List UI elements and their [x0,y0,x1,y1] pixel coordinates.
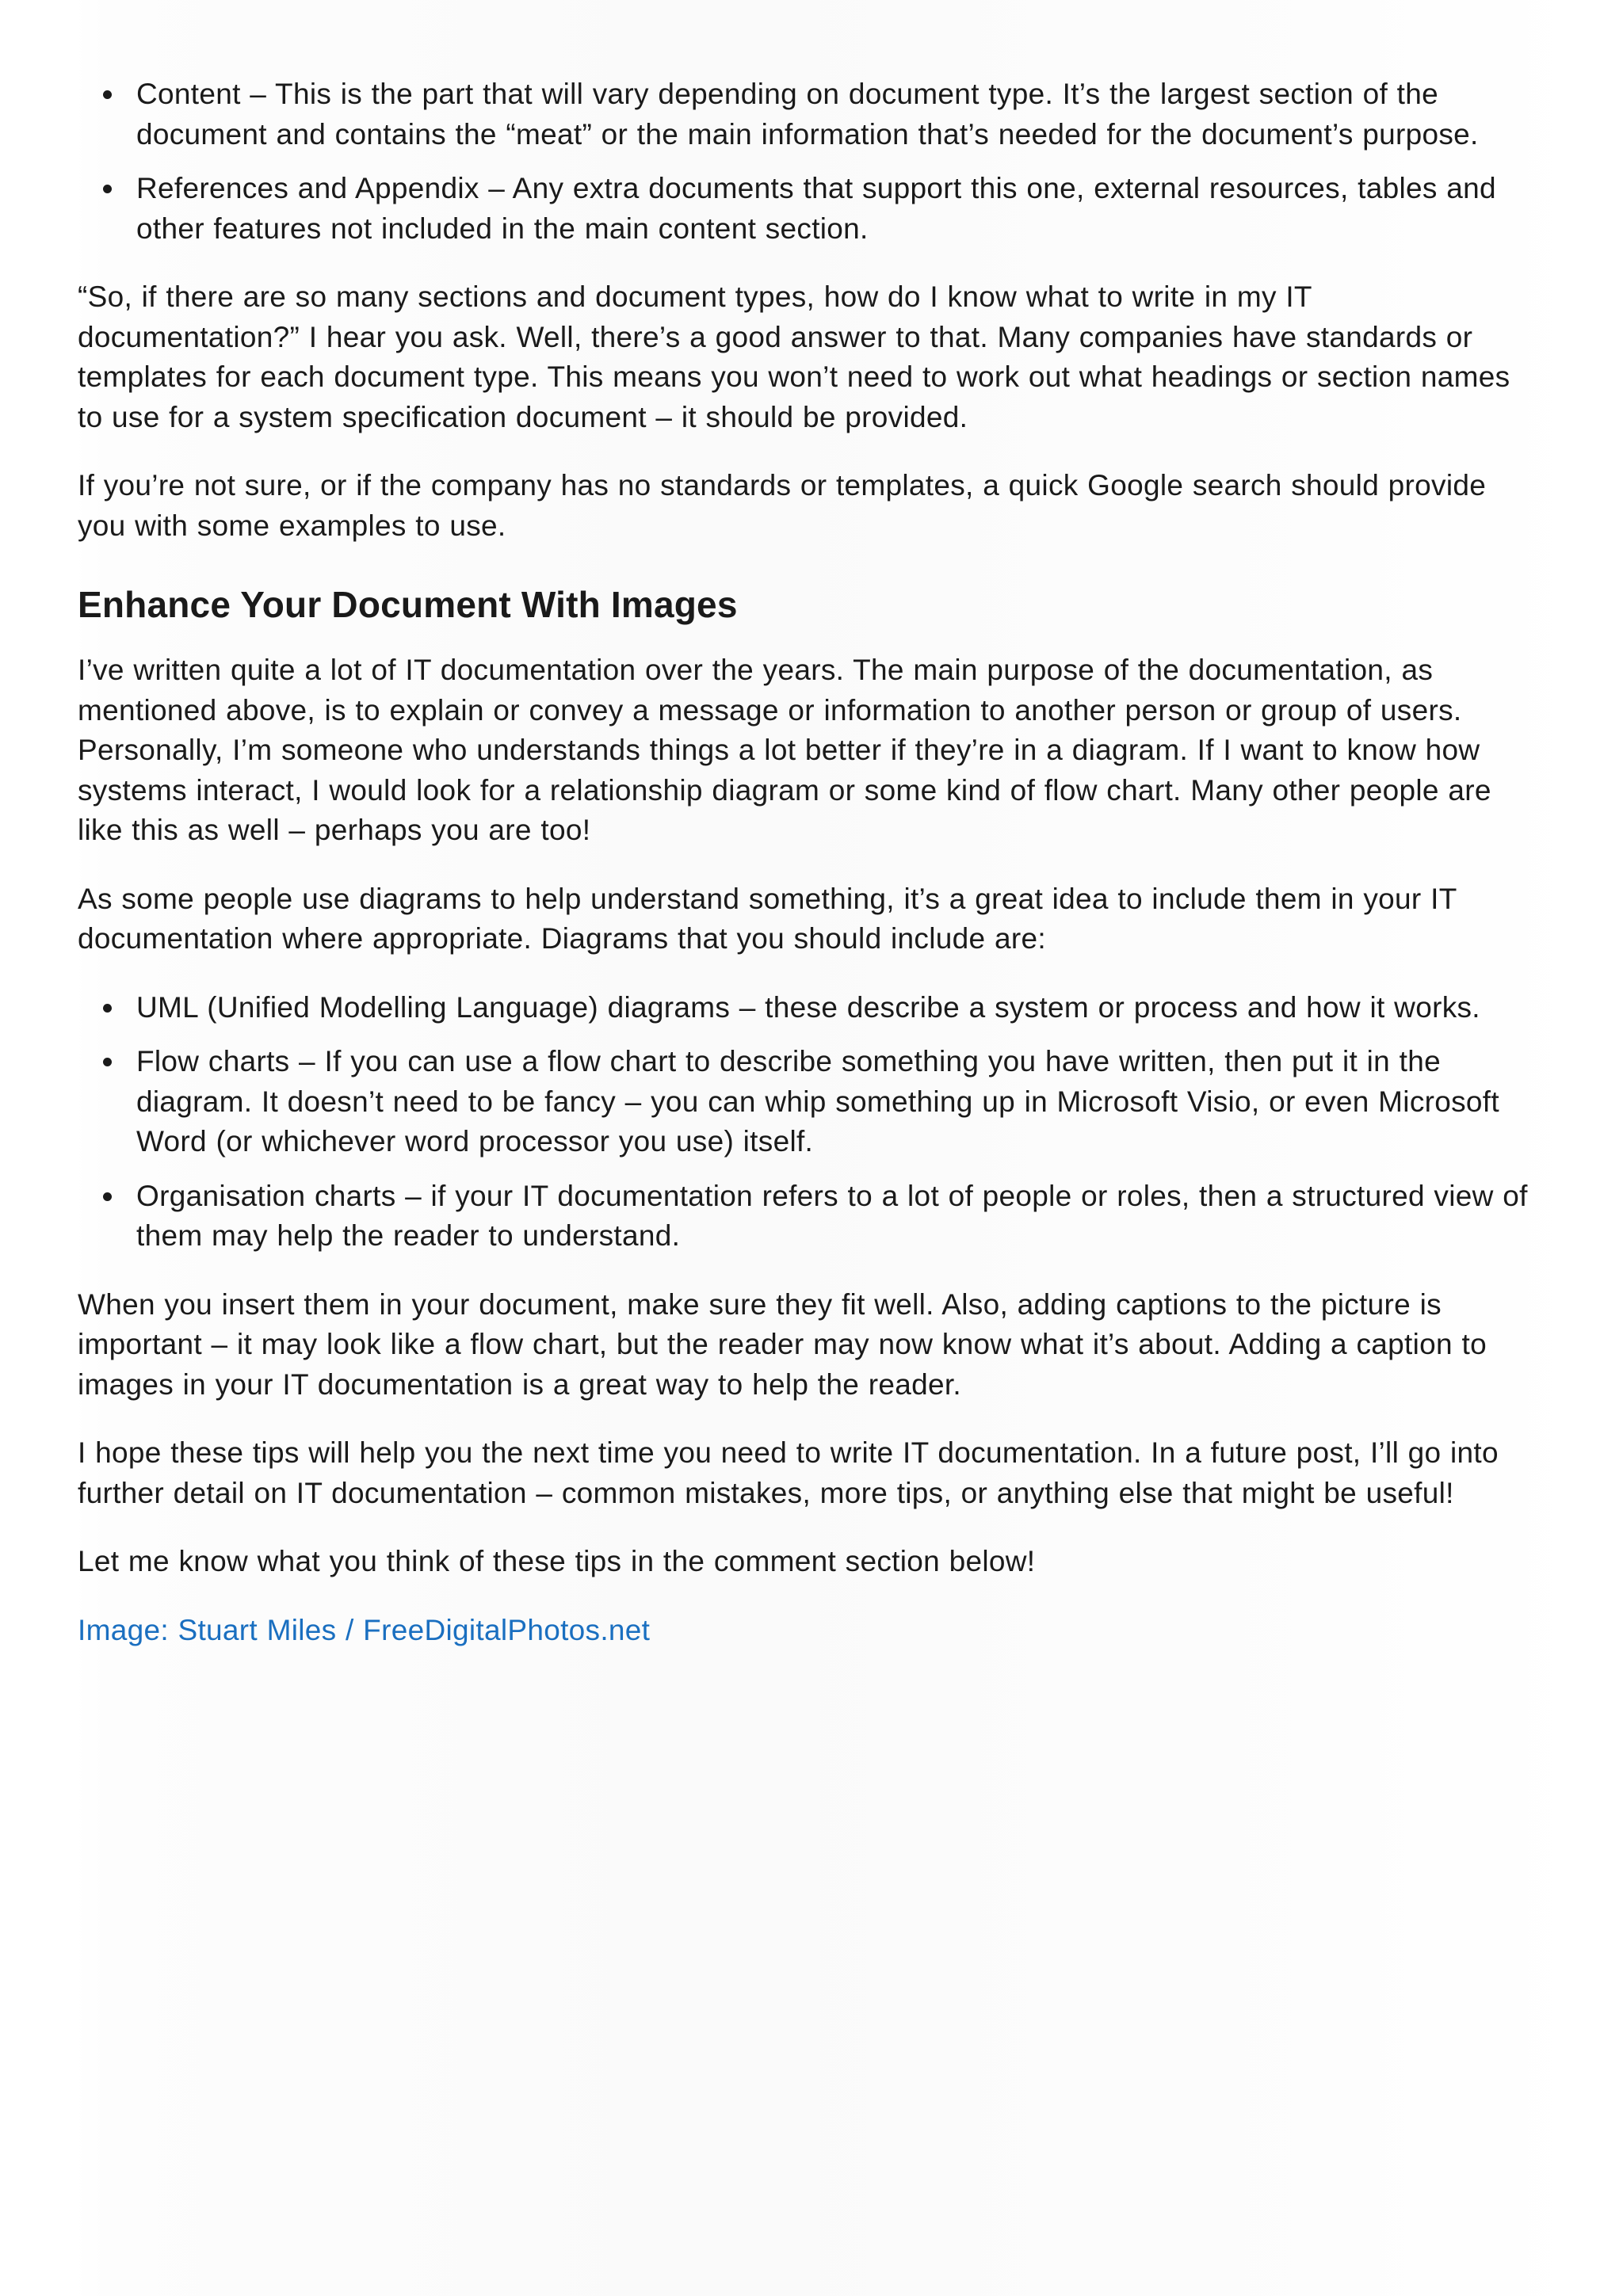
image-credit-link[interactable]: Image: Stuart Miles / FreeDigitalPhotos.net [78,1613,651,1646]
section-heading: Enhance Your Document With Images [78,584,738,625]
list-item [136,1177,1536,1257]
list-item [136,74,1536,154]
paragraph: I’ve written quite a lot of IT documentation over the years. The main purpose of the documentation, as mentioned above, is to explain or convey a message or information to another person or group of users. Personally, I’m someone who understands things a lot better if they’re in a diagram. If I want to know how systems interact, I would look for a relationship diagram or some kind of flow chart. Many other people are like this as well – perhaps you are too! [78,654,1491,846]
article-body [78,74,1536,1650]
list-item [136,169,1536,249]
diagram-list [78,988,1536,1257]
paragraph: I hope these tips will help you the next time you need to write IT documentation. In a future post, I’ll go into further detail on IT documentation – common mistakes, more tips, or anything else that might be useful! [78,1436,1499,1509]
bullet-icon [103,1004,112,1013]
list-item-text: Content – This is the part that will vary depending on document type. It’s the largest section of the document and contains the “meat” or the main information that’s needed for the document’s purpose. [136,78,1479,151]
image-credit-line [78,1611,1536,1651]
bullet-icon [103,1058,112,1066]
paragraph: If you’re not sure, or if the company has no standards or templates, a quick Google search should provide you with some examples to use. [78,469,1487,542]
list-item-text: Organisation charts – if your IT documentation refers to a lot of people or roles, then a structured view of them may help the reader to understand. [136,1179,1528,1252]
section-list [78,74,1536,249]
list-item [136,1042,1536,1162]
paragraph: Let me know what you think of these tips in the comment section below! [78,1545,1036,1577]
bullet-icon [103,185,112,193]
list-item [136,988,1536,1028]
paragraph: As some people use diagrams to help understand something, it’s a great idea to include them in your IT documentation where appropriate. Diagrams that you should include are: [78,882,1457,955]
list-item-text: UML (Unified Modelling Language) diagrams – these describe a system or process and how it works. [136,990,1480,1024]
paragraph: “So, if there are so many sections and document types, how do I know what to write in my IT documentation?” I hear you ask. Well, there’s a good answer to that. Many companies have standards or templates for each document type. This means you won’t need to work out what headings or section names to use for a system specification document – it should be provided. [78,280,1510,433]
bullet-icon [103,90,112,99]
paragraph: When you insert them in your document, make sure they fit well. Also, adding captions to the picture is important – it may look like a flow chart, but the reader may now know what it’s about. Adding a caption to images in your IT documentation is a great way to help the reader. [78,1287,1487,1401]
list-item-text: Flow charts – If you can use a flow chart to describe something you have written, then put it in the diagram. It doesn’t need to be fancy – you can whip something up in Microsoft Visio, or even Microsoft Word (or whichever word processor you use) itself. [136,1045,1499,1158]
bullet-icon [103,1192,112,1201]
list-item-text: References and Appendix – Any extra documents that support this one, external resources, tables and other features not included in the main content section. [136,172,1496,245]
